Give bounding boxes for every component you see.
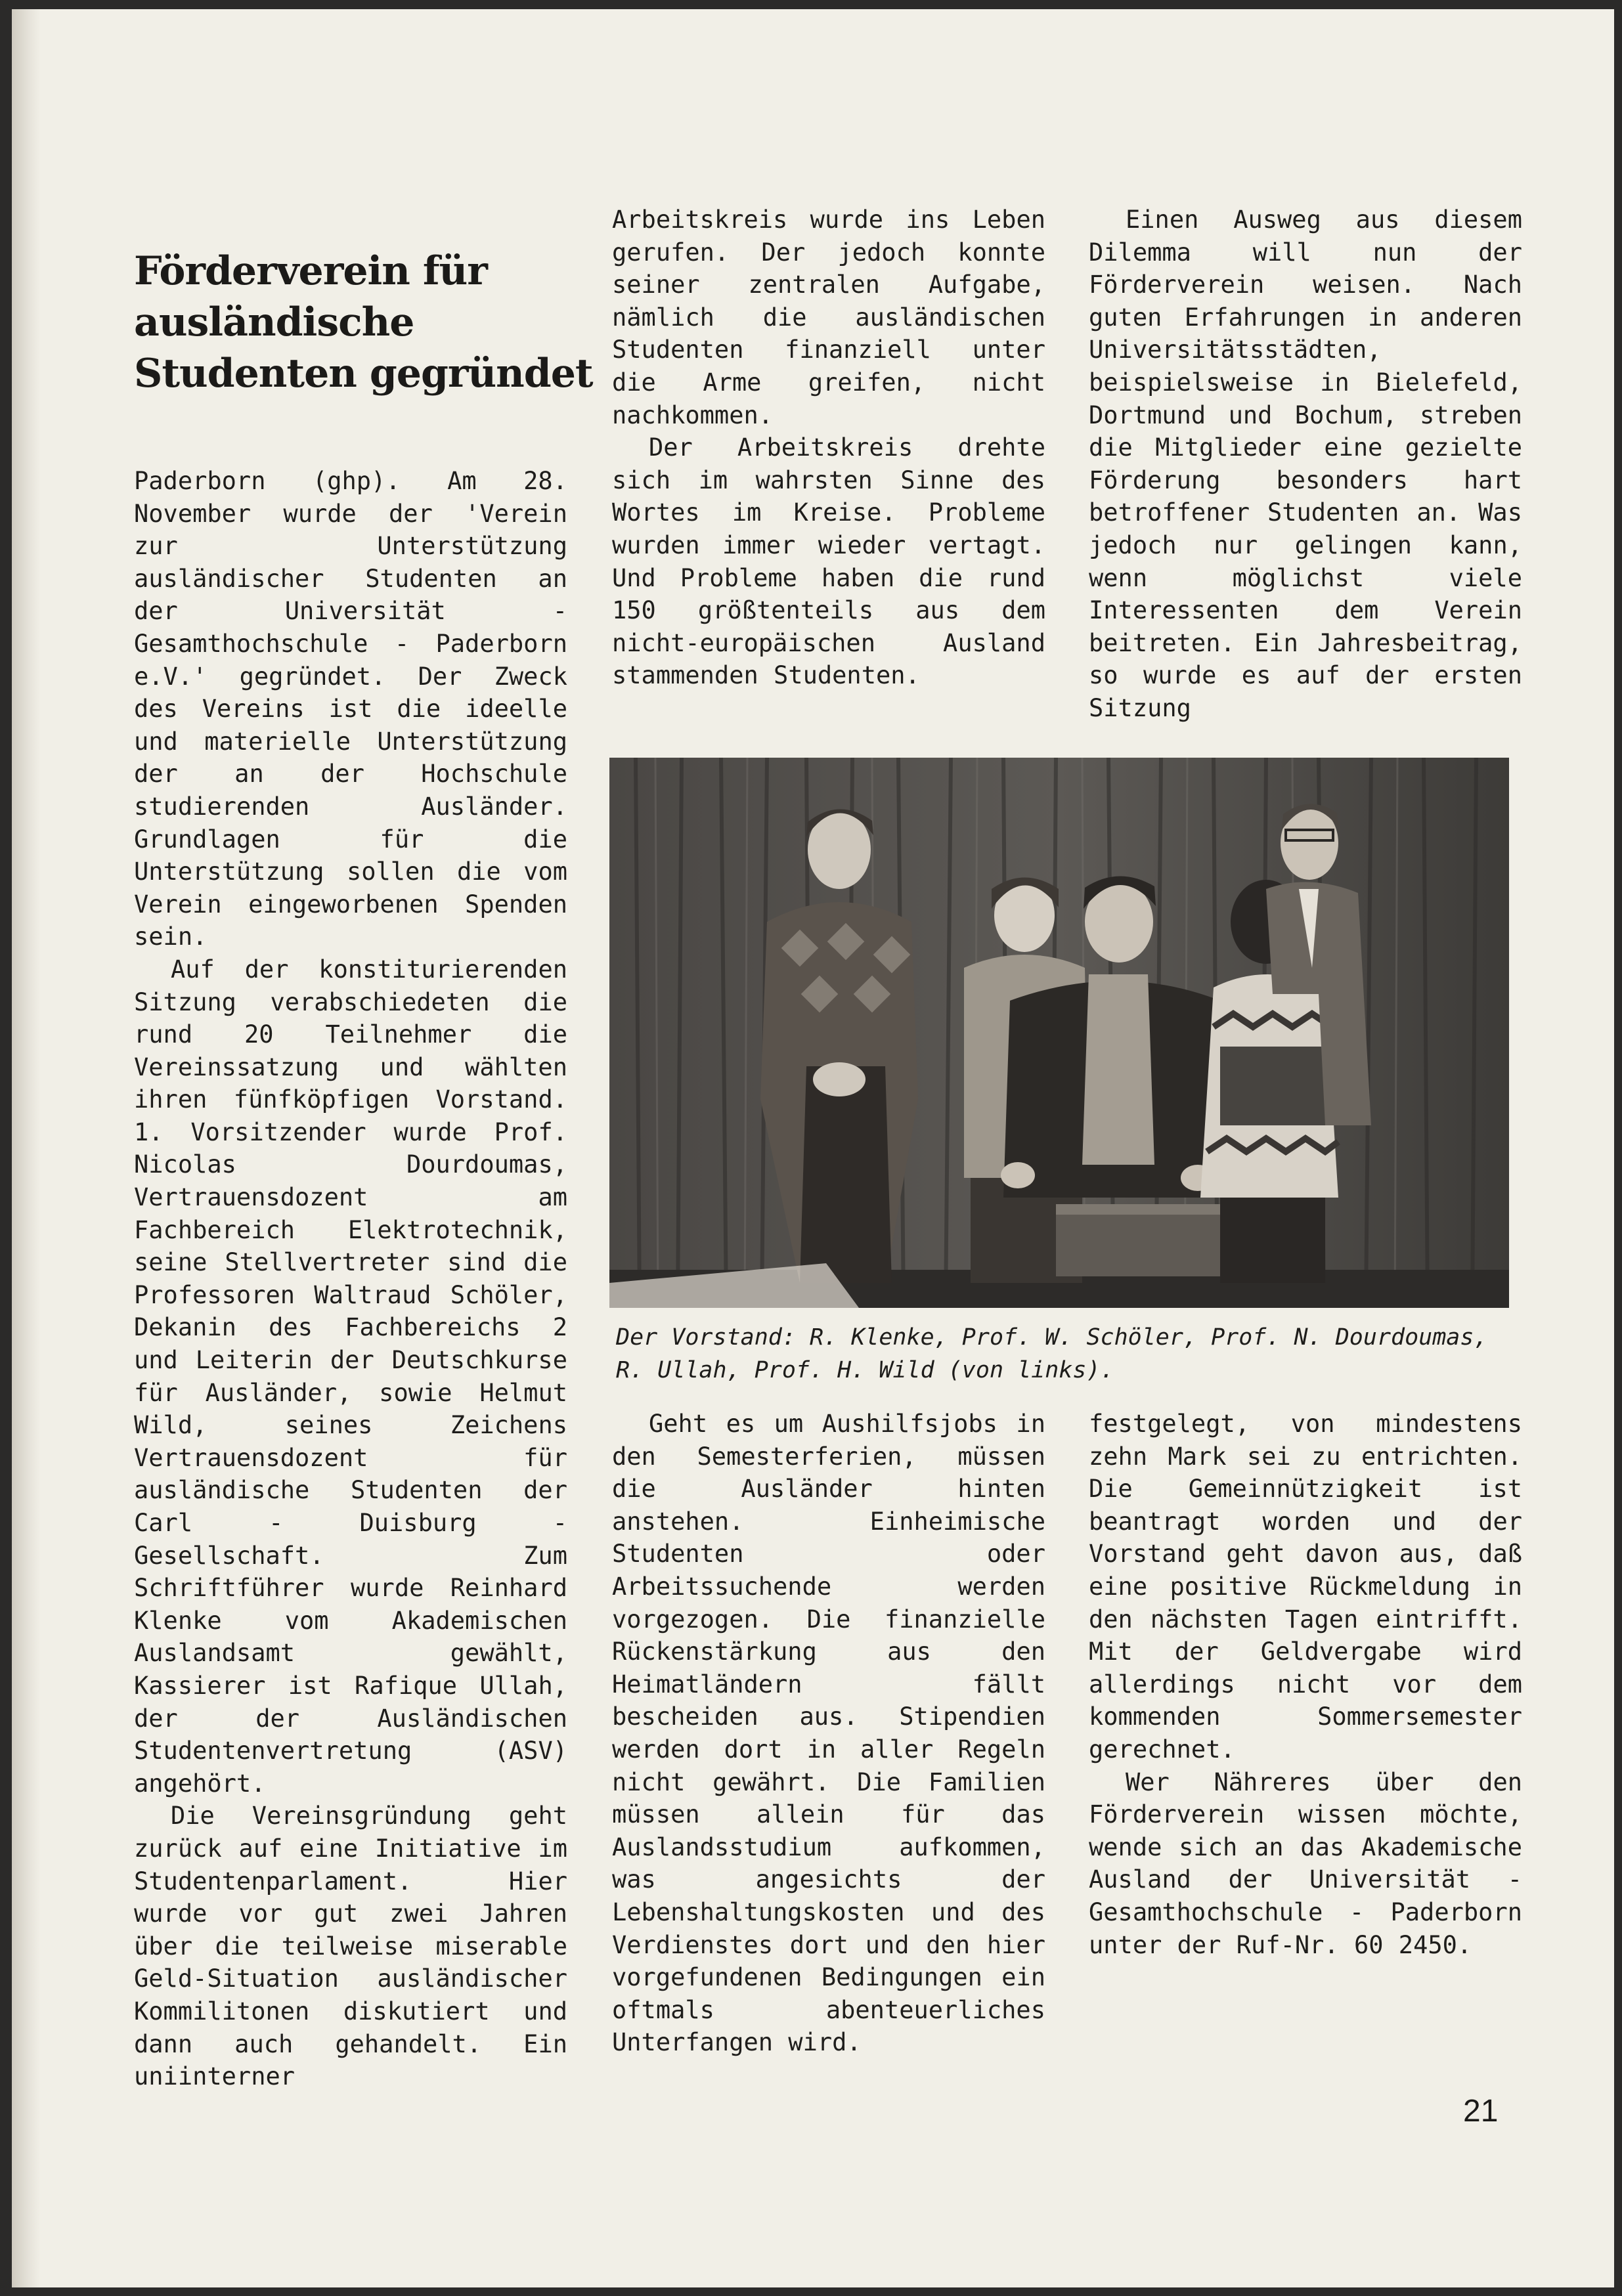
page-number: 21 [1463,2094,1499,2129]
article-headline: Förderverein für ausländische Studenten gegründet [134,248,593,397]
article-column-3-bottom [1089,1408,1522,1961]
paragraph: Paderborn (ghp). Am 28. November wurde der 'Verein zur Unterstützung ausländischer Studenten an der Universität - Gesamthochschule - Paderborn e.V.' gegründet. Der Zweck des Vereins ist die ideelle und materielle Unterstützung der an der Hochschule studierenden Ausländer. Grundlagen für die Unterstützung sollen die vom Verein eingeworbenen Spenden sein. [134,467,567,951]
article-column-2-bottom [612,1408,1045,2059]
magazine-page [12,9,1614,2287]
board-members-photo [609,758,1509,1308]
paragraph: Geht es um Aushilfsjobs in den Semesterferien, müssen die Ausländer hinten anstehen. Einheimische Studenten oder Arbeitssuchende werden vorgezogen. Die finanzielle Rückenstärkung aus den Heimatländern fällt bescheiden aus. Stipendien werden dort in aller Regeln nicht gewährt. Die Familien müssen allein für das Auslandsstudium aufkommen, was angesichts der Lebenshaltungskosten und des Verdienstes dort und den hier vorgefundenen Bedingungen ein oftmals abenteuerliches Unterfangen wird. [612,1410,1045,2057]
paragraph: Wer Nähreres über den Förderverein wissen möchte, wende sich an das Akademische Ausland der Universität - Gesamthochschule - Paderborn unter der Ruf-Nr. 60 2450. [1089,1767,1522,1959]
paragraph: festgelegt, von mindestens zehn Mark sei zu entrichten. Die Gemeinnützigkeit ist beantragt worden und der Vorstand geht davon aus, daß eine positive Rückmeldung in den nächsten Tagen eintrifft. Mit der Geldvergabe wird allerdings nicht vor dem kommenden Sommersemester gerechnet. [1089,1410,1522,1764]
article-column-1 [134,465,567,2093]
photo-caption: Der Vorstand: R. Klenke, Prof. W. Schöler, Prof. N. Dourdoumas, R. Ullah, Prof. H. Wild (von links). [616,1324,1488,1383]
paragraph: Der Arbeitskreis drehte sich im wahrsten Sinne des Wortes im Kreise. Probleme wurden immer wieder vertagt. Und Probleme haben die rund 150 größtenteils aus dem nicht-europäischen Ausland stammenden Studenten. [612,433,1045,690]
photo-illustration [609,758,1509,1308]
article-column-2-top [612,204,1045,692]
paragraph: Die Vereinsgründung geht zurück auf eine Initiative im Studentenparlament. Hier wurde vor gut zwei Jahren über die teilweise miserable Geld-Situation ausländischer Kommilitonen diskutiert und dann auch gehandelt. Ein uniinterner [134,1802,567,2091]
article-column-3-top [1089,204,1522,725]
paragraph: Auf der konstiturierenden Sitzung verabschiedeten die rund 20 Teilnehmer die Vereinssatzung und wählten ihren fünfköpfigen Vorstand. 1. Vorsitzender wurde Prof. Nicolas Dourdoumas, Vertrauensdozent am Fachbereich Elektrotechnik, seine Stellvertreter sind die Professoren Waltraud Schöler, Dekanin des Fachbereichs 2 und Leiterin der Deutschkurse für Ausländer, sowie Helmut Wild, seines Zeichens Vertrauensdozent für ausländische Studenten der Carl - Duisburg - Gesellschaft. Zum Schriftführer wurde Reinhard Klenke vom Akademischen Auslandsamt gewählt, Kassierer ist Rafique Ullah, der der Ausländischen Studentenvertretung (ASV) angehört. [134,955,567,1798]
paragraph: Arbeitskreis wurde ins Leben gerufen. Der jedoch konnte seiner zentralen Aufgabe, nämlich die ausländischen Studenten finanziell unter die Arme greifen, nicht nachkommen. [612,206,1045,429]
page-spine-shadow [12,9,41,2287]
paragraph: Einen Ausweg aus diesem Dilemma will nun der Förderverein weisen. Nach guten Erfahrungen in anderen Universitätsstädten, beispielsweise in Bielefeld, Dortmund und Bochum, streben die Mitglieder eine gezielte Förderung besonders hart betroffener Studenten an. Was jedoch nur gelingen kann, wenn möglichst viele Interessenten dem Verein beitreten. Ein Jahresbeitrag, so wurde es auf der ersten Sitzung [1089,206,1522,722]
